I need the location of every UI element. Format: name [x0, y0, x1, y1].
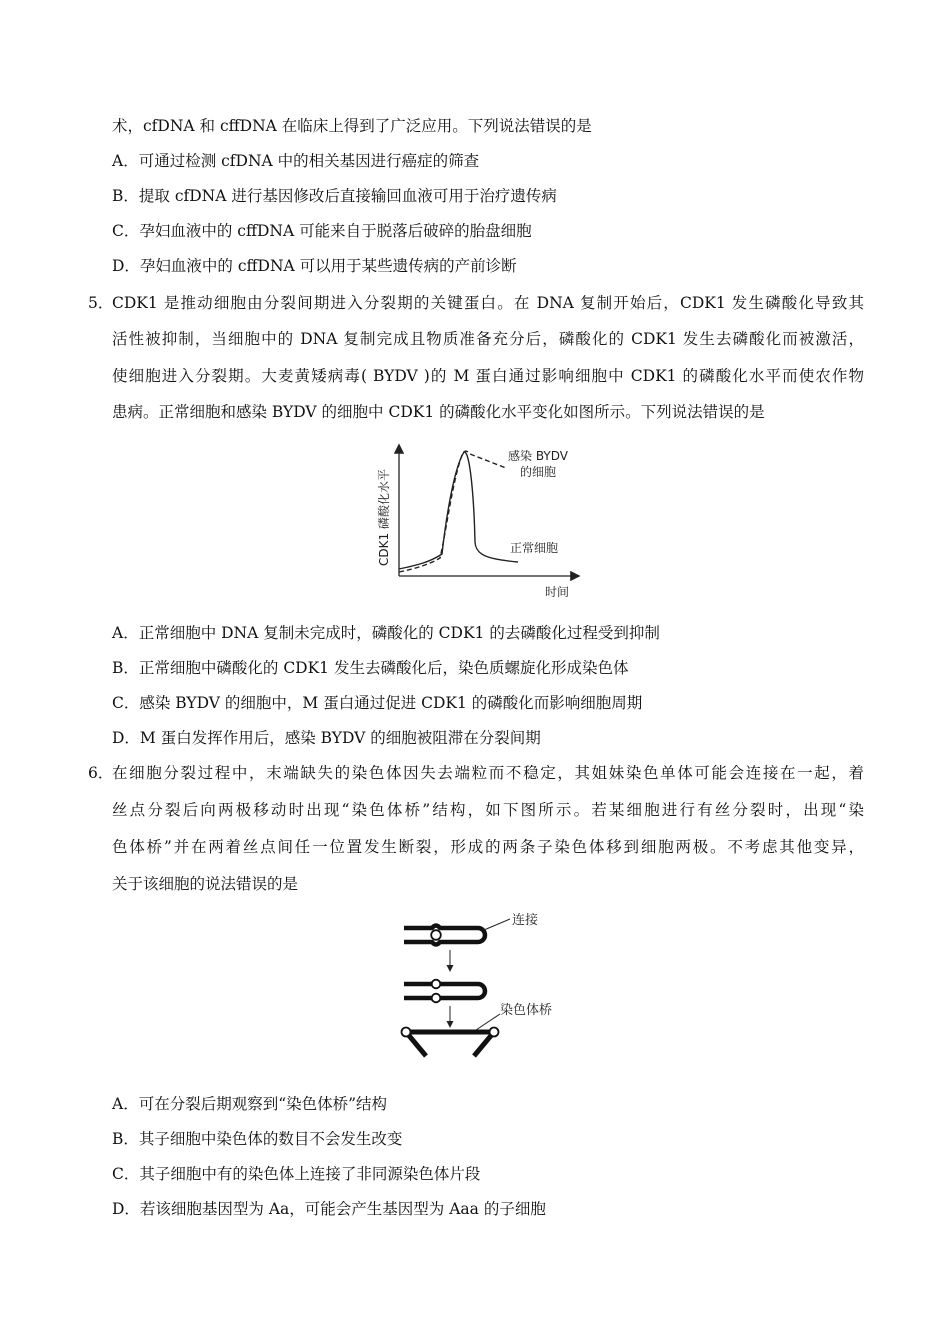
q5-stem-line-1: CDK1 是推动细胞由分裂间期进入分裂期的关键蛋白。在 DNA 复制开始后，CDK1 发生磷酸化导致其	[112, 294, 864, 312]
normal-label: 正常细胞	[510, 541, 559, 555]
q4-option-d: D．孕妇血液中的 cffDNA 可以用于某些遗传病的产前诊断	[112, 257, 517, 275]
q4-stem-continuation: 术，cfDNA 和 cffDNA 在临床上得到了广泛应用。下列说法错误的是	[112, 117, 592, 135]
q5-option-c: C．感染 BYDV 的细胞中，M 蛋白通过促进 CDK1 的磷酸化而影响细胞周期	[112, 694, 643, 712]
q5-option-d: D．M 蛋白发挥作用后，感染 BYDV 的细胞被阻滞在分裂间期	[112, 729, 541, 747]
q6-option-a: A．可在分裂后期观察到“染色体桥”结构	[112, 1095, 388, 1113]
q6-stem-line-4: 关于该细胞的说法错误的是	[112, 875, 299, 893]
cdk1-figure	[368, 438, 588, 604]
chromosome-bridge-figure	[396, 906, 566, 1064]
infected-cell-curve	[399, 451, 506, 572]
q5-number: 5．	[88, 294, 114, 312]
joined-chromatids	[404, 926, 485, 945]
q4-option-a: A．可通过检测 cfDNA 中的相关基因进行癌症的筛查	[112, 152, 480, 170]
infected-label-2: 的细胞	[520, 465, 557, 479]
q5-stem-line-4: 患病。正常细胞和感染 BYDV 的细胞中 CDK1 的磷酸化水平变化如图所示。下列说法错误的是	[112, 403, 765, 421]
connect-pointer	[484, 919, 510, 930]
q4-option-b: B．提取 cfDNA 进行基因修改后直接输回血液可用于治疗遗传病	[112, 187, 557, 205]
bridge-label: 染色体桥	[500, 1003, 553, 1018]
q5-stem-line-3: 使细胞进入分裂期。大麦黄矮病毒( BYDV )的 M 蛋白通过影响细胞中 CDK1 的磷酸化水平而使农作物	[112, 367, 864, 385]
q5-option-b: B．正常细胞中磷酸化的 CDK1 发生去磷酸化后，染色质螺旋化形成染色体	[112, 659, 629, 677]
middle-chromatids	[404, 980, 485, 1003]
x-axis-label: 时间	[545, 585, 570, 599]
q4-option-c: C．孕妇血液中的 cffDNA 可能来自于脱落后破碎的胎盘细胞	[112, 222, 532, 240]
q6-stem-line-3: 色体桥”并在两着丝点间任一位置发生断裂，形成的两条子染色体移到细胞两极。不考虑其他变异，	[112, 838, 864, 856]
y-axis-label: CDK1 磷酸化水平	[377, 469, 391, 566]
q6-number: 6．	[88, 764, 114, 782]
chromosome-bridge	[402, 1028, 499, 1057]
q5-stem-line-2: 活性被抑制，当细胞中的 DNA 复制完成且物质准备充分后，磷酸化的 CDK1 发生去磷酸化而被激活，	[112, 330, 864, 348]
normal-cell-curve	[399, 452, 518, 569]
q6-stem-line-2: 丝点分裂后向两极移动时出现“染色体桥”结构，如下图所示。若某细胞进行有丝分裂时，出现“染	[112, 801, 864, 819]
q6-option-c: C．其子细胞中有的染色体上连接了非同源染色体片段	[112, 1165, 481, 1183]
q6-option-d: D．若该细胞基因型为 Aa，可能会产生基因型为 Aaa 的子细胞	[112, 1200, 546, 1218]
connect-label: 连接	[512, 913, 539, 928]
q5-option-a: A．正常细胞中 DNA 复制未完成时，磷酸化的 CDK1 的去磷酸化过程受到抑制	[112, 624, 660, 642]
q6-option-b: B．其子细胞中染色体的数目不会发生改变	[112, 1130, 403, 1148]
infected-label-1: 感染 BYDV	[508, 449, 568, 463]
q6-stem-line-1: 在细胞分裂过程中，末端缺失的染色体因失去端粒而不稳定，其姐妹染色单体可能会连接在一起，着	[112, 764, 864, 782]
